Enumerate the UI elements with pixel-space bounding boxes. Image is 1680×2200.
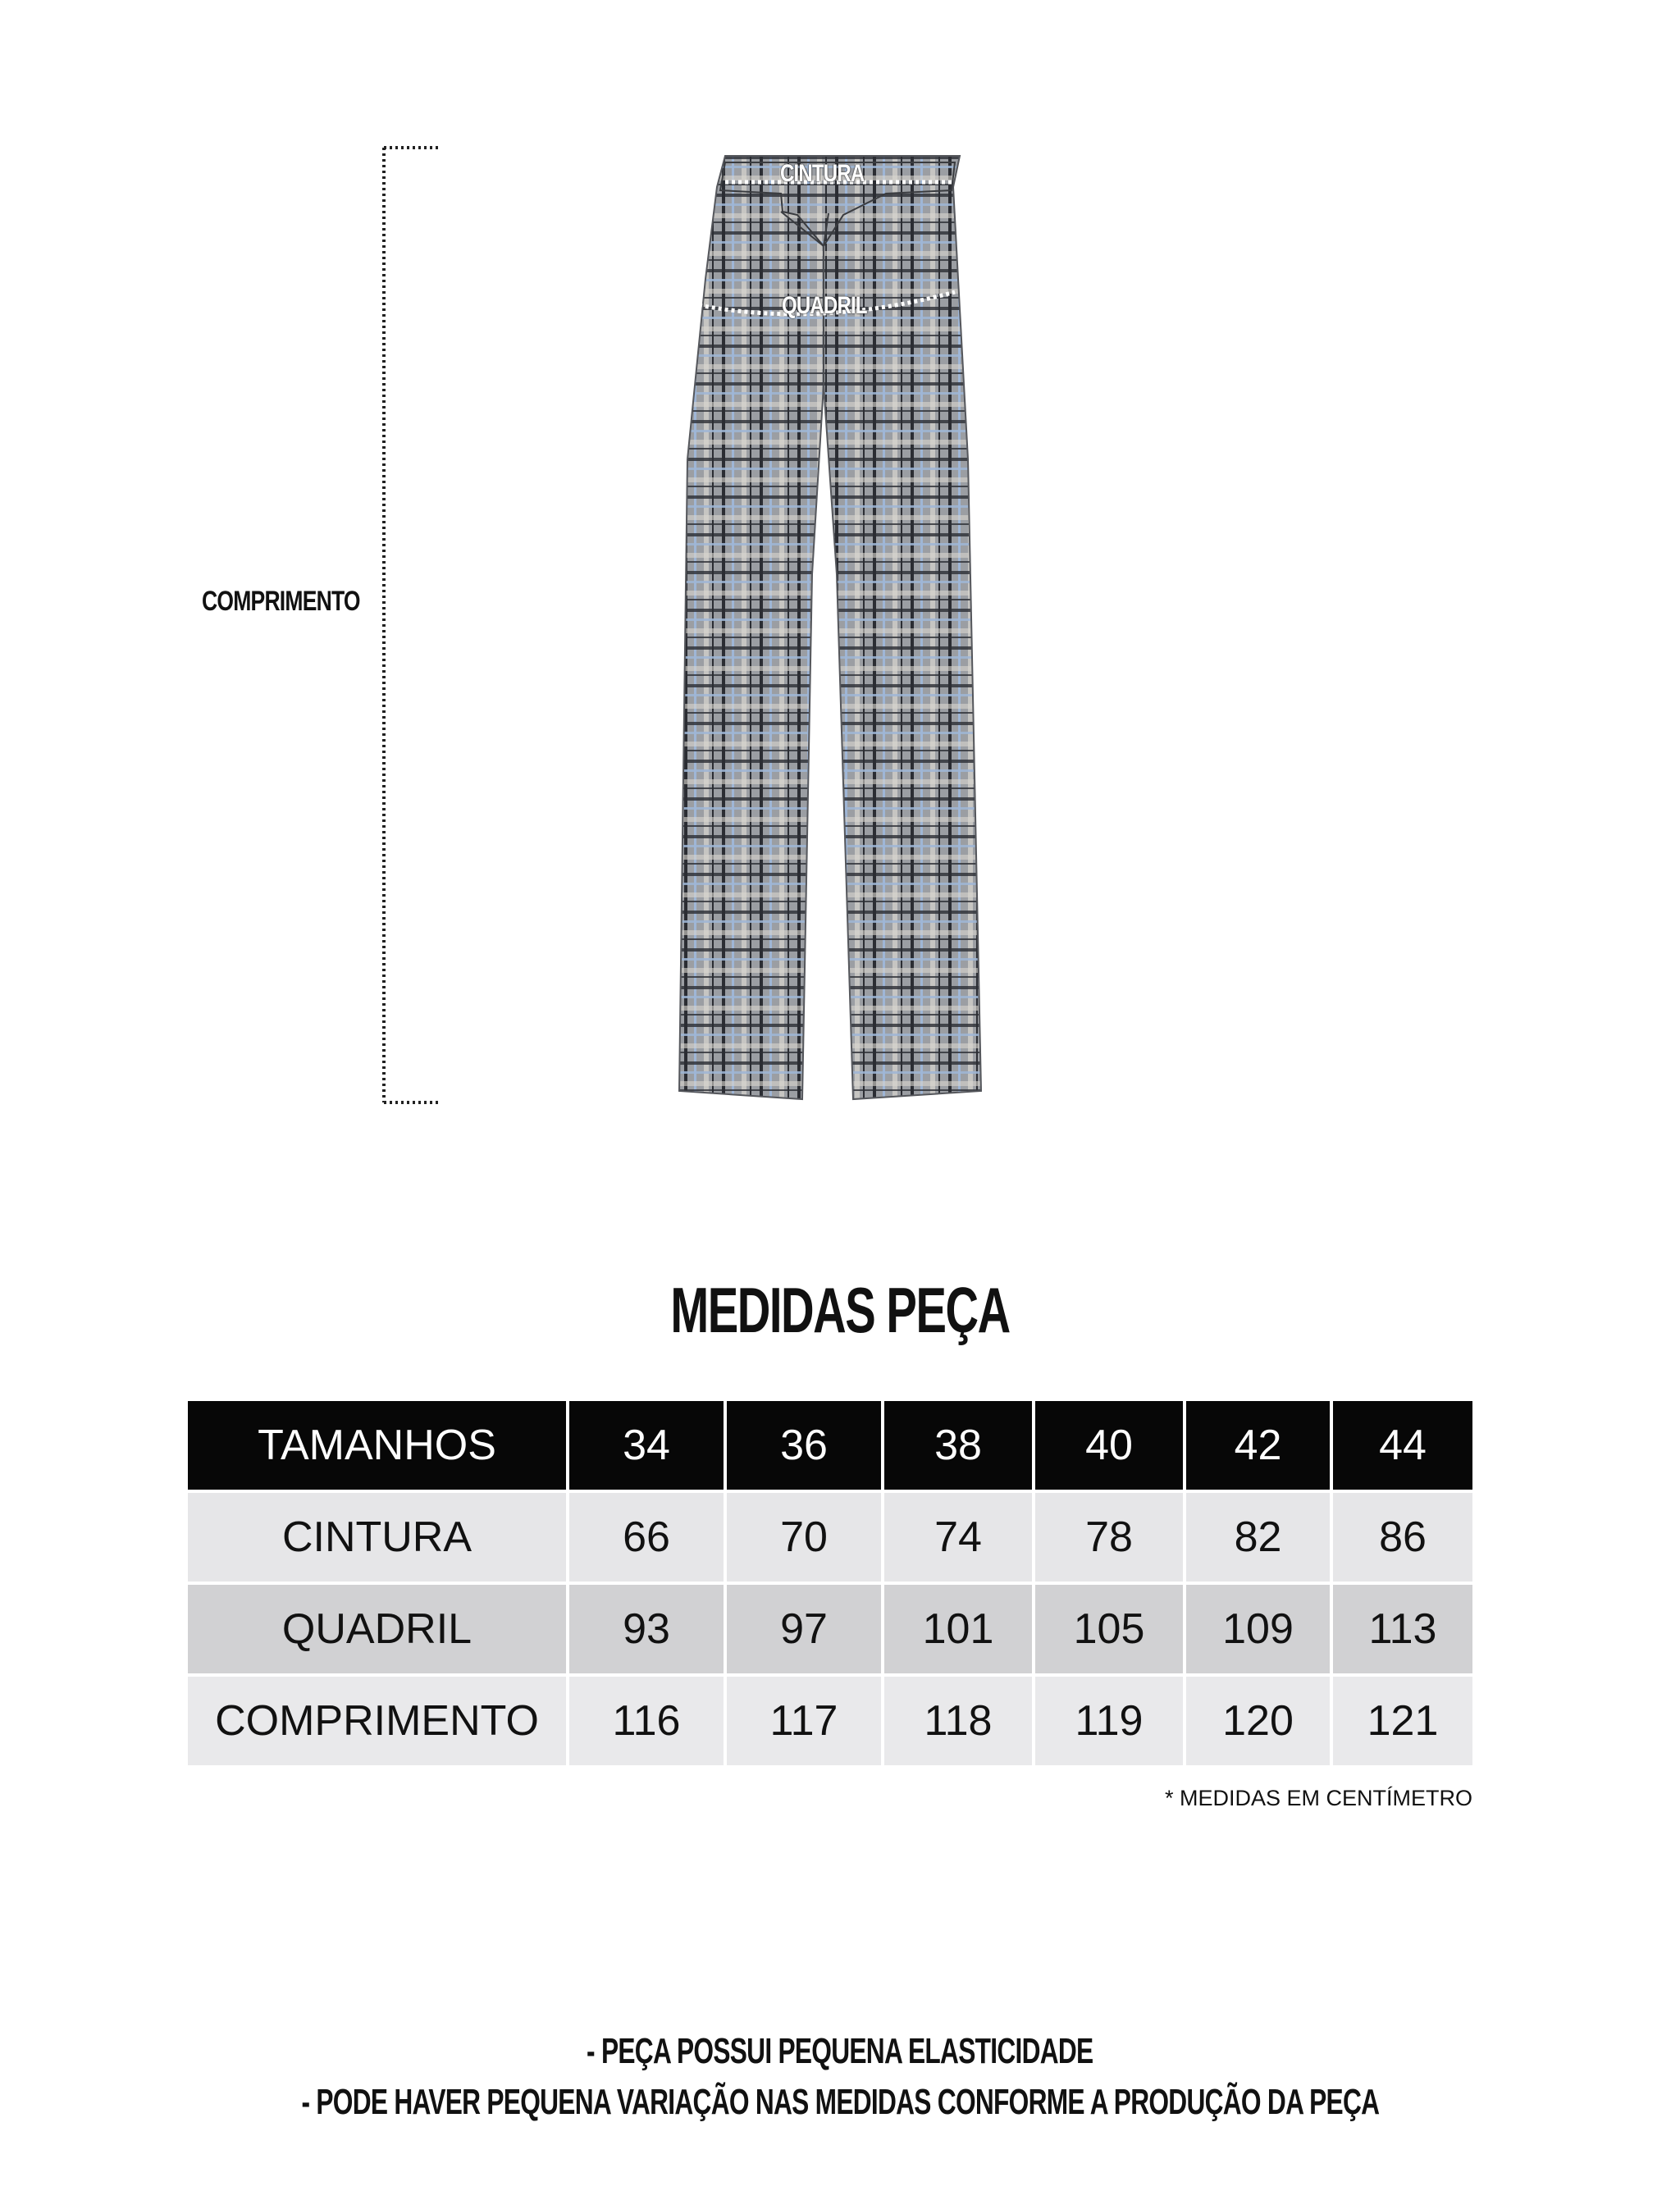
table-header-row (188, 1401, 1472, 1491)
length-label: COMPRIMENTO (202, 586, 360, 617)
note-text: - PEÇA POSSUI PEQUENA ELASTICIDADE (587, 2031, 1093, 2071)
table-cell: 86 (1331, 1491, 1472, 1583)
page-title-text: MEDIDAS PEÇA (670, 1274, 1010, 1346)
header-cell-size: 44 (1331, 1401, 1472, 1491)
table-cell: 119 (1034, 1675, 1185, 1767)
table-row-waist (188, 1491, 1472, 1583)
table-cell: 78 (1034, 1491, 1185, 1583)
table-cell: 109 (1185, 1583, 1331, 1675)
table-row-length (188, 1675, 1472, 1767)
header-cell-sizes: TAMANHOS (188, 1401, 568, 1491)
unit-note: * MEDIDAS EM CENTÍMETRO (1164, 1786, 1472, 1810)
row-label: CINTURA (188, 1491, 568, 1583)
table-cell: 70 (725, 1491, 883, 1583)
table-cell: 105 (1034, 1583, 1185, 1675)
row-label: COMPRIMENTO (188, 1675, 568, 1767)
table-cell: 66 (568, 1491, 725, 1583)
header-cell-size: 40 (1034, 1401, 1185, 1491)
header-cell-size: 36 (725, 1401, 883, 1491)
table-cell: 120 (1185, 1675, 1331, 1767)
table-row-hip (188, 1583, 1472, 1675)
page-title (0, 1273, 1680, 1348)
table-cell: 113 (1331, 1583, 1472, 1675)
note-elasticity (0, 2031, 1680, 2072)
table-cell: 97 (725, 1583, 883, 1675)
length-dimension-line (384, 148, 440, 1102)
header-cell-size: 34 (568, 1401, 725, 1491)
size-table (188, 1401, 1472, 1769)
table-cell: 117 (725, 1675, 883, 1767)
table-cell: 116 (568, 1675, 725, 1767)
header-cell-size: 38 (883, 1401, 1034, 1491)
hip-label: QUADRIL (782, 292, 867, 319)
table-cell: 74 (883, 1491, 1034, 1583)
note-text: - PODE HAVER PEQUENA VARIAÇÃO NAS MEDIDAS CONFORME A PRODUÇÃO DA PEÇA (301, 2082, 1379, 2122)
row-label: QUADRIL (188, 1583, 568, 1675)
waist-label: CINTURA (780, 160, 865, 187)
table-cell: 118 (883, 1675, 1034, 1767)
table-cell: 82 (1185, 1491, 1331, 1583)
table-cell: 93 (568, 1583, 725, 1675)
table-cell: 101 (883, 1583, 1034, 1675)
table-cell: 121 (1331, 1675, 1472, 1767)
header-cell-size: 42 (1185, 1401, 1331, 1491)
note-variation (0, 2082, 1680, 2123)
